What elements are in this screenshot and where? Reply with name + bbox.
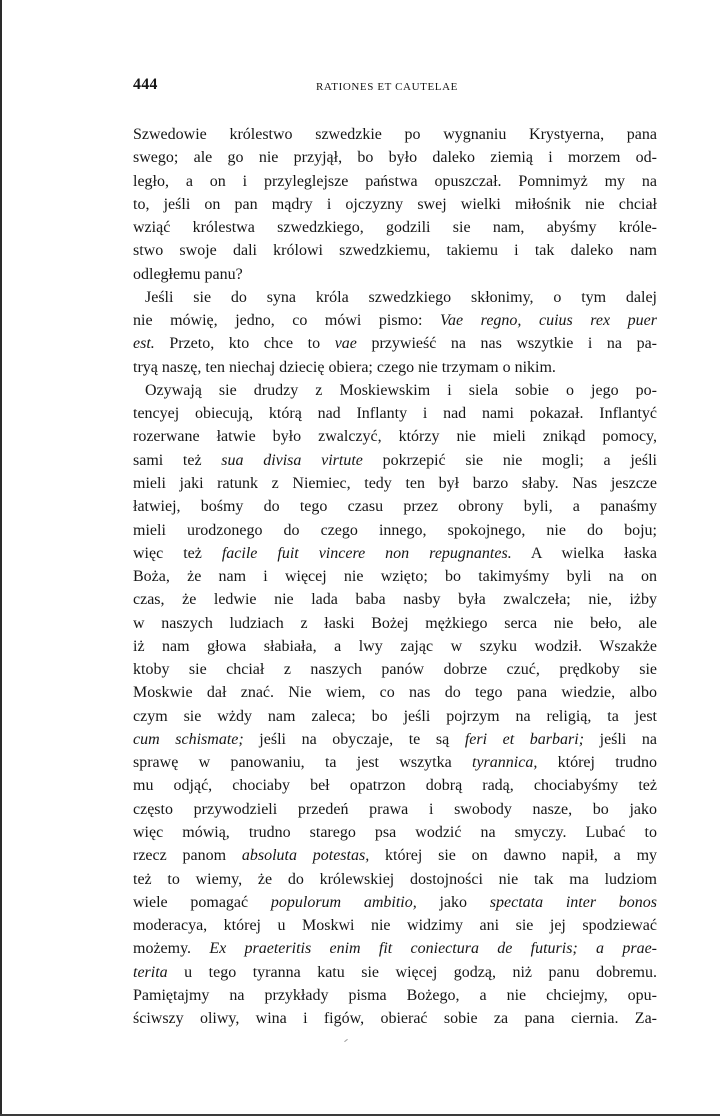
text-line [133,565,657,588]
text-run: tryą naszę, ten niechaj dziecię obiera; czego nie trzymam o nikim. [133,358,556,376]
latin-phrase: tyrannica, [472,754,538,772]
text-run: możemy. [133,940,210,958]
text-run: czym sie wżdy nam zaleca; bo jeśli pojrzym na religią, ta jest [133,707,657,725]
text-run: sprawę w panowaniu, ta jest wszytka [133,754,472,772]
text-run: A wielka łaska [511,544,658,562]
text-run: więc mówią, trudno starego psa wodzić na smyczy. Lubać to [133,823,657,841]
latin-phrase: terita [133,963,168,981]
text-run: której sie on dawno napił, a my [369,847,658,865]
text-line [133,774,657,797]
text-run: czas, że ledwie nie lada baba nasby była zwalczeła; nie, iżby [133,591,657,609]
text-line [133,1007,657,1030]
text-line [133,402,657,425]
text-run: wiele pomagać [133,893,271,911]
text-line [133,495,657,518]
text-line [133,798,657,821]
text-run: legło, a on i przyleglejsze państwa opuszczał. Pomnimyż my na [133,172,657,190]
text-line [133,146,657,169]
text-line [133,891,657,914]
text-line [133,635,657,658]
text-line [133,309,657,332]
latin-phrase: sua divisa virtute [221,451,363,469]
scan-speck [344,1039,348,1042]
latin-phrase: facile fuit vincere non repugnantes. [221,544,512,562]
text-line [133,658,657,681]
text-run: sami też [133,451,222,469]
text-run: często przywodzieli przedeń prawa i swobody nasze, bo jako [133,800,657,818]
latin-phrase: populorum ambitio, [270,893,417,911]
text-run: Jeśli sie do syna króla szwedzkiego skłonimy, o tym dalej [145,288,657,306]
text-run: łatwiej, bośmy do tego czasu przez obrony byli, a panaśmy [133,498,657,516]
text-run: Boża, że nam i więcej nie wzięto; bo takimyśmy byli na on [133,568,657,586]
body-text [133,123,657,1030]
text-line [133,914,657,937]
text-line [133,123,657,146]
text-run: rzecz panom [133,847,242,865]
text-run: też to wiemy, że do królewskiej dostojności nie tak ma ludziom [133,870,657,888]
text-run: ściwszy oliwy, wina i figów, obierać sobie za pana ciernia. Za- [133,1010,657,1028]
text-line [133,705,657,728]
text-run: rozerwane łatwie było zwalczyć, którzy nie mieli znikąd pomocy, [133,428,657,446]
text-run: wziąć królestwa szwedzkiego, godzili sie nam, abyśmy króle- [133,219,657,237]
text-run: iż nam głowa słabiała, a lwy zając w szyku wodził. Wszakże [133,637,657,655]
text-run: w naszych ludziach z łaski Bożej mężkiego serca nie beło, ale [133,614,657,632]
text-run: przywieść na nas wszytkie i na pa- [356,335,657,353]
latin-phrase: Ex praeteritis enim fit coniectura de futuris; a prae- [209,940,657,958]
text-run: nie mówię, jedno, co mówi pismo: [133,312,441,330]
scan-edge-left [0,0,2,1116]
running-head: RATIONES ET CAUTELAE [316,81,458,93]
text-run: moderacya, której u Moskwi nie widzimy ani sie jej spodziewać [133,917,657,935]
text-run: pokrzepić sie nie mogli; a jeśli [362,451,657,469]
page-header [133,76,657,102]
text-line [133,379,657,402]
text-run: mu odjąć, chociaby beł opatrzon dobrą radą, chociabyśmy też [133,777,657,795]
text-run: swego; ale go nie przyjął, bo było daleko ziemią i morzem od- [133,149,657,167]
text-line [133,728,657,751]
text-run: jeśli na [584,730,658,748]
text-line [133,844,657,867]
latin-phrase: feri et barbari; [464,730,585,748]
text-run: której trudno [537,754,657,772]
text-line [133,216,657,239]
text-run: Ozywają sie drudzy z Moskiewskim i siela sobie o jego po- [145,381,657,399]
text-run: więc też [133,544,222,562]
text-line [133,170,657,193]
latin-phrase: absoluta potestas, [241,847,370,865]
text-run: Przeto, kto chce to [154,335,335,353]
text-line [133,751,657,774]
latin-phrase: est. [133,335,155,353]
text-run: to, jeśli on pan mądry i ojczyzny swej wielki miłośnik nie chciał [133,195,657,213]
text-line [133,542,657,565]
text-line [133,612,657,635]
text-run: Moskwie dał znać. Nie wiem, co nas do tego pana wiedzie, albo [133,684,657,702]
text-line [133,193,657,216]
text-run: mieli jaki ratunk z Niemiec, tedy ten był barzo słaby. Nas jeszcze [133,474,657,492]
text-run: Pamiętajmy na przykłady pisma Bożego, a nie chciejmy, opu- [133,986,657,1004]
page-number: 444 [133,76,158,93]
text-run: ktoby sie chciał z naszych panów dobrze czuć, prędkoby sie [133,661,657,679]
text-line [133,263,657,286]
text-line [133,868,657,891]
text-run: Szwedowie królestwo szwedzkie po wygnaniu Krystyerna, pana [133,126,657,143]
text-line [133,449,657,472]
text-run: jako [416,893,490,911]
text-line [133,937,657,960]
latin-phrase: Vae regno, cuius rex puer [440,312,657,330]
text-run: jeśli na obyczaje, te są [243,730,465,748]
text-run: stwo swoje dali królowi szwedzkiemu, takiemu i tak daleko nam [133,242,657,260]
text-run: u tego tyranna katu sie więcej godzą, niż panu dobremu. [167,963,657,981]
text-line [133,961,657,984]
text-line [133,425,657,448]
text-line [133,472,657,495]
text-line [133,681,657,704]
latin-phrase: cum schismate; [133,730,244,748]
text-line [133,332,657,355]
text-run: mieli urodzonego do czego innego, spokojnego, nie do boju; [133,521,657,539]
text-line [133,588,657,611]
text-line [133,286,657,309]
text-run: tencyej obiecują, którą nad Inflanty i nad nami pokazał. Inflantyć [133,405,657,423]
text-line [133,984,657,1007]
latin-phrase: spectata inter bonos [489,893,658,911]
text-line [133,519,657,542]
latin-phrase: vae [334,335,357,353]
text-line [133,239,657,262]
text-run: odległemu panu? [133,265,243,283]
text-line [133,356,657,379]
text-line [133,821,657,844]
